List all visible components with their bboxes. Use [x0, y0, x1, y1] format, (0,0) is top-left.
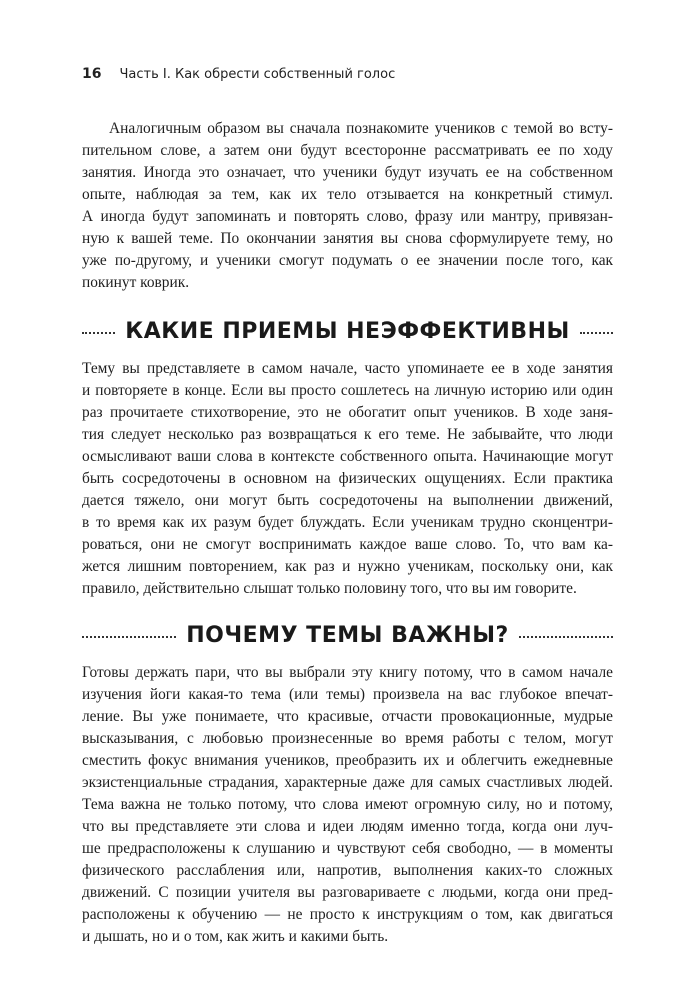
text-line: ную к вашей теме. По окончании занятия вы снова сформулируете тему, но: [82, 230, 613, 247]
text-line: Готовы держать пари, что вы выбрали эту книгу потому, что в самом начале: [82, 664, 613, 681]
text-line: занятия. Иногда это означает, что ученики будут изучать ее на собственном: [82, 164, 613, 181]
text-line: Тему вы представляете в самом начале, часто упоминаете ее в ходе занятия: [82, 360, 613, 377]
section-heading-ineffective: [82, 316, 613, 346]
text-line: быть сосредоточены в основном на физических ощущениях. Если практика: [82, 470, 613, 487]
text-line: покинут коврик.: [82, 274, 190, 291]
text-line: осмысливают ваши слова в контексте собственного опыта. Начинающие могут: [82, 448, 613, 465]
text-line: расположены к обучению — не просто к инструкциям о том, как двигаться: [82, 906, 613, 923]
dotted-rule: [82, 636, 176, 638]
text-line: экзистенциальные страдания, характерные даже для самых счастливых людей.: [82, 774, 613, 791]
text-line: и повторяете в конце. Если вы просто сошлетесь на личную историю или один: [82, 382, 613, 399]
text-line: А иногда будут запоминать и повторять слово, фразу или мантру, привязан-: [82, 208, 613, 225]
text-line: высказывания, с любовью произнесенные во время работы с телом, могут: [82, 730, 613, 747]
text-line: физического расслабления или, напротив, выполнения каких-то сложных: [82, 862, 613, 879]
text-line: уже по-другому, и ученики смогут подумать о ее значении после того, как: [82, 252, 613, 269]
section-heading-why-themes: [82, 620, 613, 650]
heading-title: ПОЧЕМУ ТЕМЫ ВАЖНЫ?: [186, 622, 509, 648]
text-line: Тема важна не только потому, что слова имеют огромную силу, но и потому,: [82, 796, 613, 813]
dotted-rule: [82, 332, 115, 334]
text-line: опыте, наблюдая за тем, как их тело отзывается на конкретный стимул.: [82, 186, 613, 203]
page-number: 16: [82, 66, 102, 82]
text-line: сместить фокус внимания учеников, преобразить их и облегчить ежедневные: [82, 752, 613, 769]
text-line: тия следует несколько раз возвращаться к его теме. Не забывайте, что люди: [82, 426, 613, 443]
text-line: в то время как их разум будет блуждать. Если ученикам трудно сконцентри-: [82, 514, 613, 531]
dotted-rule: [519, 636, 613, 638]
text-line: пительном слове, а затем они будут всесторонне рассматривать ее по ходу: [82, 142, 613, 159]
text-line: роваться, они не смогут воспринимать каждое ваше слово. То, что вам ка-: [82, 536, 613, 553]
text-line: дается тяжело, они могут быть сосредоточены на выполнении движений,: [82, 492, 613, 509]
text-line: правило, действительно слышат только половину того, что вы им говорите.: [82, 580, 577, 597]
text-line: что вы представляете эти слова и идеи людям именно тогда, когда они луч-: [82, 818, 613, 835]
text-line: изучения йоги какая-то тема (или темы) произвела на вас глубокое впечат-: [82, 686, 613, 703]
text-line: движений. С позиции учителя вы разговариваете с людьми, когда они пред-: [82, 884, 613, 901]
text-line: и дышать, но и о том, как жить и какими быть.: [82, 928, 389, 945]
text-line: Аналогичным образом вы сначала познакомите учеников с темой во всту-: [109, 120, 613, 137]
heading-title: КАКИЕ ПРИЕМЫ НЕЭФФЕКТИВНЫ: [125, 318, 570, 344]
text-line: раз прочитаете стихотворение, это не обогатит опыт учеников. В ходе заня-: [82, 404, 613, 421]
running-title: Часть I. Как обрести собственный голос: [119, 67, 396, 82]
running-header: [82, 66, 395, 82]
text-line: жется лишним повторением, как раз и нужно ученикам, поскольку они, как: [82, 558, 613, 575]
text-line: ление. Вы уже понимаете, что красивые, отчасти провокационные, мудрые: [82, 708, 613, 725]
text-line: ше предрасположены к слушанию и чувствуют себя свободно, — в моменты: [82, 840, 613, 857]
dotted-rule: [580, 332, 613, 334]
